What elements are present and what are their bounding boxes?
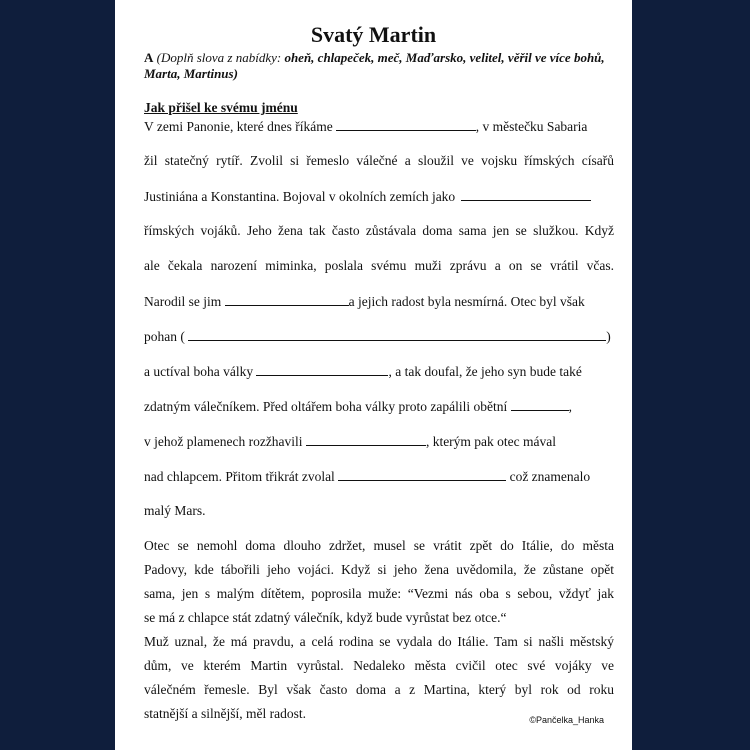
text: sama, jen s malým dítětem, poprosila muže: “Vezmi nás oba s sebou, vždyť jak — [144, 586, 614, 601]
story-line-2 — [144, 562, 614, 578]
copyright-note: ©Pančelka_Hanka — [529, 715, 604, 725]
word-bank: oheň, chlapeček, meč, Maďarsko, velitel, věřil ve více bohů, Marta, Martinus) — [144, 50, 605, 81]
text: Muž uznal, že má pravdu, a celá rodina se vydala do Itálie. Tam si našli městský — [144, 634, 614, 649]
exercise-line-7 — [144, 328, 614, 345]
story-line-6 — [144, 658, 614, 674]
text: Justiniána a Konstantina. Bojoval v okolních zemích jako — [144, 189, 456, 204]
text: Padovy, kde tábořili jeho vojáci. Když si jeho žena uvědomila, že zůstane opět — [144, 562, 614, 577]
exercise-line-9 — [144, 398, 614, 415]
task-letter: A — [144, 50, 154, 65]
text: , a tak doufal, že jeho syn bude také — [388, 364, 582, 379]
answer-blank-4[interactable] — [188, 328, 606, 341]
text: nad chlapcem. Přitom třikrát zvolal — [144, 469, 335, 484]
text: ) — [606, 329, 611, 344]
text: , v městečku Sabaria — [475, 119, 588, 134]
text: V zemi Panonie, které dnes říkáme — [144, 119, 333, 134]
text: což znamenalo — [509, 469, 591, 484]
text: se má z chlapce stát zdatný válečník, když bude vyrůstat bez otce.“ — [144, 610, 507, 625]
text: ale čekala narození miminka, poslala svému muži zprávu a on se vrátil včas. — [144, 258, 614, 273]
answer-blank-7[interactable] — [306, 433, 426, 446]
worksheet-page — [115, 0, 632, 750]
text: dům, ve kterém Martin vyrůstal. Nedaleko města cvičil otec své vojáky ve — [144, 658, 614, 673]
exercise-line-5 — [144, 258, 614, 274]
answer-blank-5[interactable] — [256, 363, 388, 376]
answer-blank-8[interactable] — [338, 468, 506, 481]
exercise-line-10 — [144, 433, 614, 450]
answer-blank-2[interactable] — [461, 188, 591, 201]
story-line-3 — [144, 586, 614, 602]
exercise-line-4 — [144, 223, 614, 239]
text: , kterým pak otec mával — [425, 434, 557, 449]
section-heading: Jak přišel ke svému jménu — [144, 100, 298, 115]
exercise-line-6 — [144, 293, 614, 310]
text: v jehož plamenech rozžhavili — [144, 434, 303, 449]
text: malý Mars. — [144, 503, 206, 518]
exercise-line-3 — [144, 188, 614, 205]
text: zdatným válečníkem. Před oltářem boha války proto zapálili obětní — [144, 399, 508, 414]
story-line-5 — [144, 634, 614, 650]
story-line-7 — [144, 682, 614, 698]
exercise-line-11 — [144, 468, 614, 485]
exercise-line-1 — [144, 118, 614, 135]
text: římských vojáků. Jeho žena tak často zůstávala doma sama jen se služkou. Když — [144, 223, 614, 238]
story-line-1 — [144, 538, 614, 554]
text: válečném řemesle. Byl však často doma a z Martina, který byl rok od roku — [144, 682, 614, 697]
text: a jejich radost byla nesmírná. Otec byl však — [348, 294, 585, 309]
text: Otec se nemohl doma dlouho zdržet, musel se vrátit zpět do Itálie, do města — [144, 538, 614, 553]
text: žil statečný rytíř. Zvolil si řemeslo válečné a sloužil ve vojsku římských císařů — [144, 153, 614, 168]
task-instruction-text: (Doplň slova z nabídky: — [156, 50, 282, 65]
exercise-line-12 — [144, 503, 614, 519]
text: Narodil se jim — [144, 294, 222, 309]
text: pohan ( — [144, 329, 185, 344]
answer-blank-1[interactable] — [336, 118, 476, 131]
task-instruction — [144, 50, 614, 82]
exercise-line-2 — [144, 153, 614, 169]
exercise-line-8 — [144, 363, 614, 380]
text: statnější a silnější, měl radost. — [144, 706, 306, 721]
story-line-4 — [144, 610, 614, 626]
text: , — [568, 399, 573, 414]
page-title: Svatý Martin — [310, 22, 437, 47]
answer-blank-6[interactable] — [511, 398, 569, 411]
answer-blank-3[interactable] — [225, 293, 349, 306]
text: a uctíval boha války — [144, 364, 254, 379]
